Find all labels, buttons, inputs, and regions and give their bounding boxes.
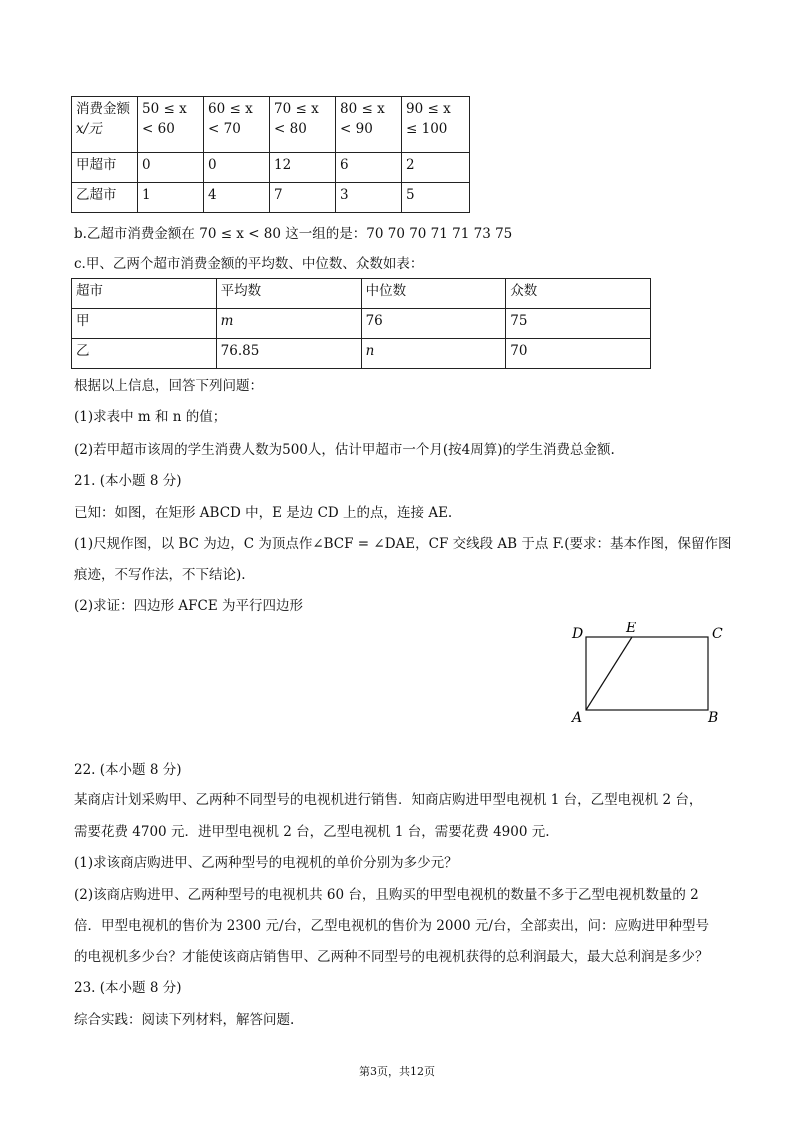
table-header-row (72, 97, 470, 153)
text-line: 的电视机多少台？才能使该商店销售甲、乙两种不同型号的电视机获得的总利润最大，最大总利润是多少？ (74, 949, 709, 965)
text-line: 痕迹，不写作法，不下结论). (74, 567, 246, 583)
text-line: (1)求表中 m 和 n 的值； (74, 409, 227, 425)
label-e: E (626, 622, 637, 636)
text-line: 某商店计划采购甲、乙两种不同型号的电视机进行销售．知商店购进甲型电视机 1 台，乙型电视机 2 台， (74, 792, 703, 808)
statistics-table (71, 278, 651, 369)
table-header-cell: 众数 (506, 279, 651, 309)
table-header-cell: 50 ≤ x < 60 (138, 97, 204, 153)
table-cell: 乙 (72, 339, 217, 369)
label-b: B (708, 710, 719, 726)
line-c: c.甲、乙两个超市消费金额的平均数、中位数、众数如表： (74, 256, 424, 272)
text-line: 综合实践：阅读下列材料，解答问题. (74, 1012, 295, 1028)
table-header-cell: 60 ≤ x < 70 (204, 97, 270, 153)
table-cell: 甲超市 (72, 153, 138, 183)
table-cell: m (216, 309, 361, 339)
question-heading: 23. (本小题 8 分) (74, 980, 182, 996)
text-line: (2)若甲超市该周的学生消费人数为500人，估计甲超市一个月(按4周算)的学生消费总金额. (74, 442, 615, 458)
segment-ae (586, 637, 632, 710)
table-header-cell: 80 ≤ x < 90 (336, 97, 402, 153)
label-d: D (572, 626, 584, 642)
text-line: 已知：如图，在矩形 ABCD 中，E 是边 CD 上的点，连接 AE. (74, 505, 453, 521)
table-header-cell: 消费金额 x/元 (72, 97, 138, 153)
rectangle-figure (562, 622, 732, 732)
line-b: b.乙超市消费金额在 70 ≤ x < 80 这一组的是：70 70 70 71 71 73 75 (74, 226, 513, 242)
table-cell: 2 (402, 153, 470, 183)
spending-frequency-table (71, 96, 470, 213)
table-header-cell: 超市 (72, 279, 217, 309)
table-cell: 1 (138, 183, 204, 213)
table-cell: 5 (402, 183, 470, 213)
text-line: 需要花费 4700 元．进甲型电视机 2 台，乙型电视机 1 台，需要花费 4900 元. (74, 824, 550, 840)
rectangle-abcd (586, 637, 708, 710)
table-cell: 0 (138, 153, 204, 183)
table-cell: 0 (204, 153, 270, 183)
table-cell: 76 (361, 309, 506, 339)
label-c: C (712, 626, 723, 642)
table-row (72, 153, 470, 183)
table-cell: 12 (270, 153, 336, 183)
table-cell: 7 (270, 183, 336, 213)
table-header-cell: 70 ≤ x < 80 (270, 97, 336, 153)
text-line: 倍．甲型电视机的售价为 2300 元/台，乙型电视机的售价为 2000 元/台，全部卖出，问：应购进甲种型号 (74, 918, 709, 934)
question-heading: 22. (本小题 8 分) (74, 762, 182, 778)
table-cell: 甲 (72, 309, 217, 339)
table-row (72, 183, 470, 213)
table-row (72, 339, 651, 369)
page-footer: 第3页，共12页 (359, 1065, 435, 1078)
table-header-row (72, 279, 651, 309)
table-cell: 6 (336, 153, 402, 183)
table-cell: 76.85 (216, 339, 361, 369)
table-cell: 70 (506, 339, 651, 369)
text-line: 根据以上信息，回答下列问题： (74, 378, 263, 394)
table-row (72, 309, 651, 339)
table-header-cell: 中位数 (361, 279, 506, 309)
table-cell: 乙超市 (72, 183, 138, 213)
text-line: (1)尺规作图，以 BC 为边，C 为顶点作∠BCF = ∠DAE，CF 交线段 AB 于点 F.(要求：基本作图，保留作图 (74, 536, 732, 552)
text-line: (2)该商店购进甲、乙两种型号的电视机共 60 台，且购买的甲型电视机的数量不多于乙型电视机数量的 2 (74, 887, 699, 903)
table-cell: 75 (506, 309, 651, 339)
text-line: (1)求该商店购进甲、乙两种型号的电视机的单价分别为多少元？ (74, 855, 458, 871)
question-heading: 21. (本小题 8 分) (74, 473, 182, 489)
table-cell: 4 (204, 183, 270, 213)
table-header-cell: 90 ≤ x ≤ 100 (402, 97, 470, 153)
table-cell: n (361, 339, 506, 369)
text-line: (2)求证：四边形 AFCE 为平行四边形 (74, 598, 304, 614)
table-cell: 3 (336, 183, 402, 213)
label-a: A (572, 710, 583, 726)
table-header-cell: 平均数 (216, 279, 361, 309)
